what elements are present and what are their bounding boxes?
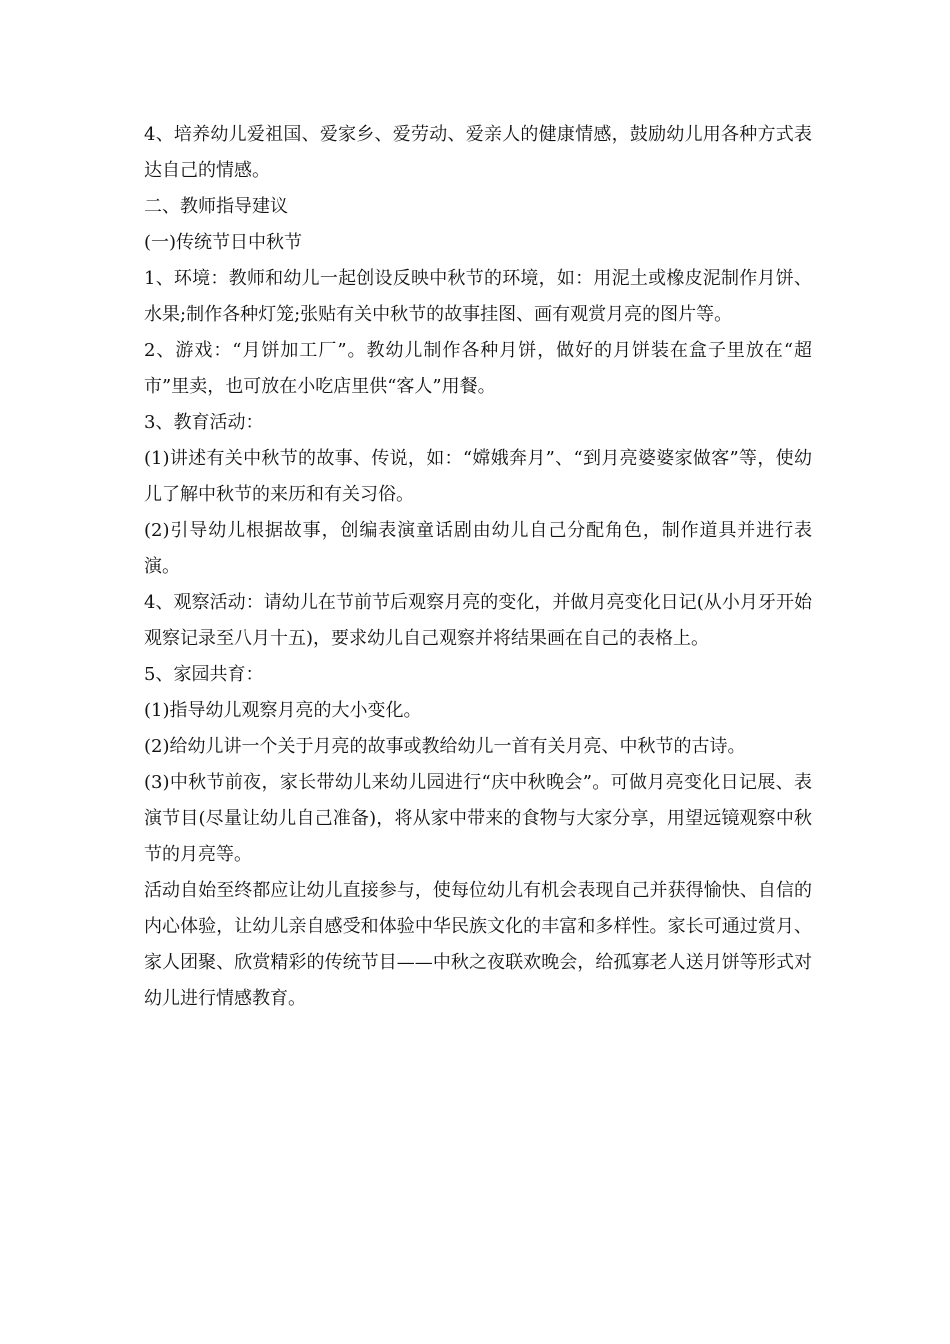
paragraph-game: 2、游戏：“月饼加工厂”。教幼儿制作各种月饼，做好的月饼装在盒子里放在“超市”里卖，也可放在小吃店里供“客人”用餐。 [144, 340, 812, 397]
paragraph-education-activities: 3、教育活动： [144, 412, 264, 433]
document-body [144, 117, 812, 1017]
paragraph-observation: 4、观察活动：请幼儿在节前节后观察月亮的变化，并做月亮变化日记(从小月牙开始观察记录至八月十五)，要求幼儿自己观察并将结果画在自己的表格上。 [144, 592, 812, 649]
paragraph-moon-size: (1)指导幼儿观察月亮的大小变化。 [144, 700, 422, 721]
paragraph-environment: 1、环境：教师和幼儿一起创设反映中秋节的环境，如：用泥土或橡皮泥制作月饼、水果;制作各种灯笼;张贴有关中秋节的故事挂图、画有观赏月亮的图片等。 [144, 268, 812, 325]
paragraph-storytelling: (1)讲述有关中秋节的故事、传说，如：“嫦娥奔月”、“到月亮婆婆家做客”等，使幼儿了解中秋节的来历和有关习俗。 [144, 448, 812, 505]
section-heading-teacher-guidance: 二、教师指导建议 [144, 196, 288, 217]
paragraph-fairy-tale-play: (2)引导幼儿根据故事，创编表演童话剧由幼儿自己分配角色，制作道具并进行表演。 [144, 520, 812, 577]
paragraph-moon-story: (2)给幼儿讲一个关于月亮的故事或教给幼儿一首有关月亮、中秋节的古诗。 [144, 736, 746, 757]
paragraph-goal-4: 4、培养幼儿爱祖国、爱家乡、爱劳动、爱亲人的健康情感，鼓励幼儿用各种方式表达自己的情感。 [144, 124, 812, 181]
subsection-heading-mid-autumn: (一)传统节日中秋节 [144, 232, 303, 253]
paragraph-conclusion: 活动自始至终都应让幼儿直接参与，使每位幼儿有机会表现自己并获得愉快、自信的内心体验，让幼儿亲自感受和体验中华民族文化的丰富和多样性。家长可通过赏月、家人团聚、欣赏精彩的传统节目——中秋之夜联欢晚会，给孤寡老人送月饼等形式对幼儿进行情感教育。 [144, 880, 812, 1009]
paragraph-home-school: 5、家园共育： [144, 664, 264, 685]
paragraph-evening-party: (3)中秋节前夜，家长带幼儿来幼儿园进行“庆中秋晚会”。可做月亮变化日记展、表演节目(尽量让幼儿自己准备)，将从家中带来的食物与大家分享，用望远镜观察中秋节的月亮等。 [144, 772, 812, 865]
